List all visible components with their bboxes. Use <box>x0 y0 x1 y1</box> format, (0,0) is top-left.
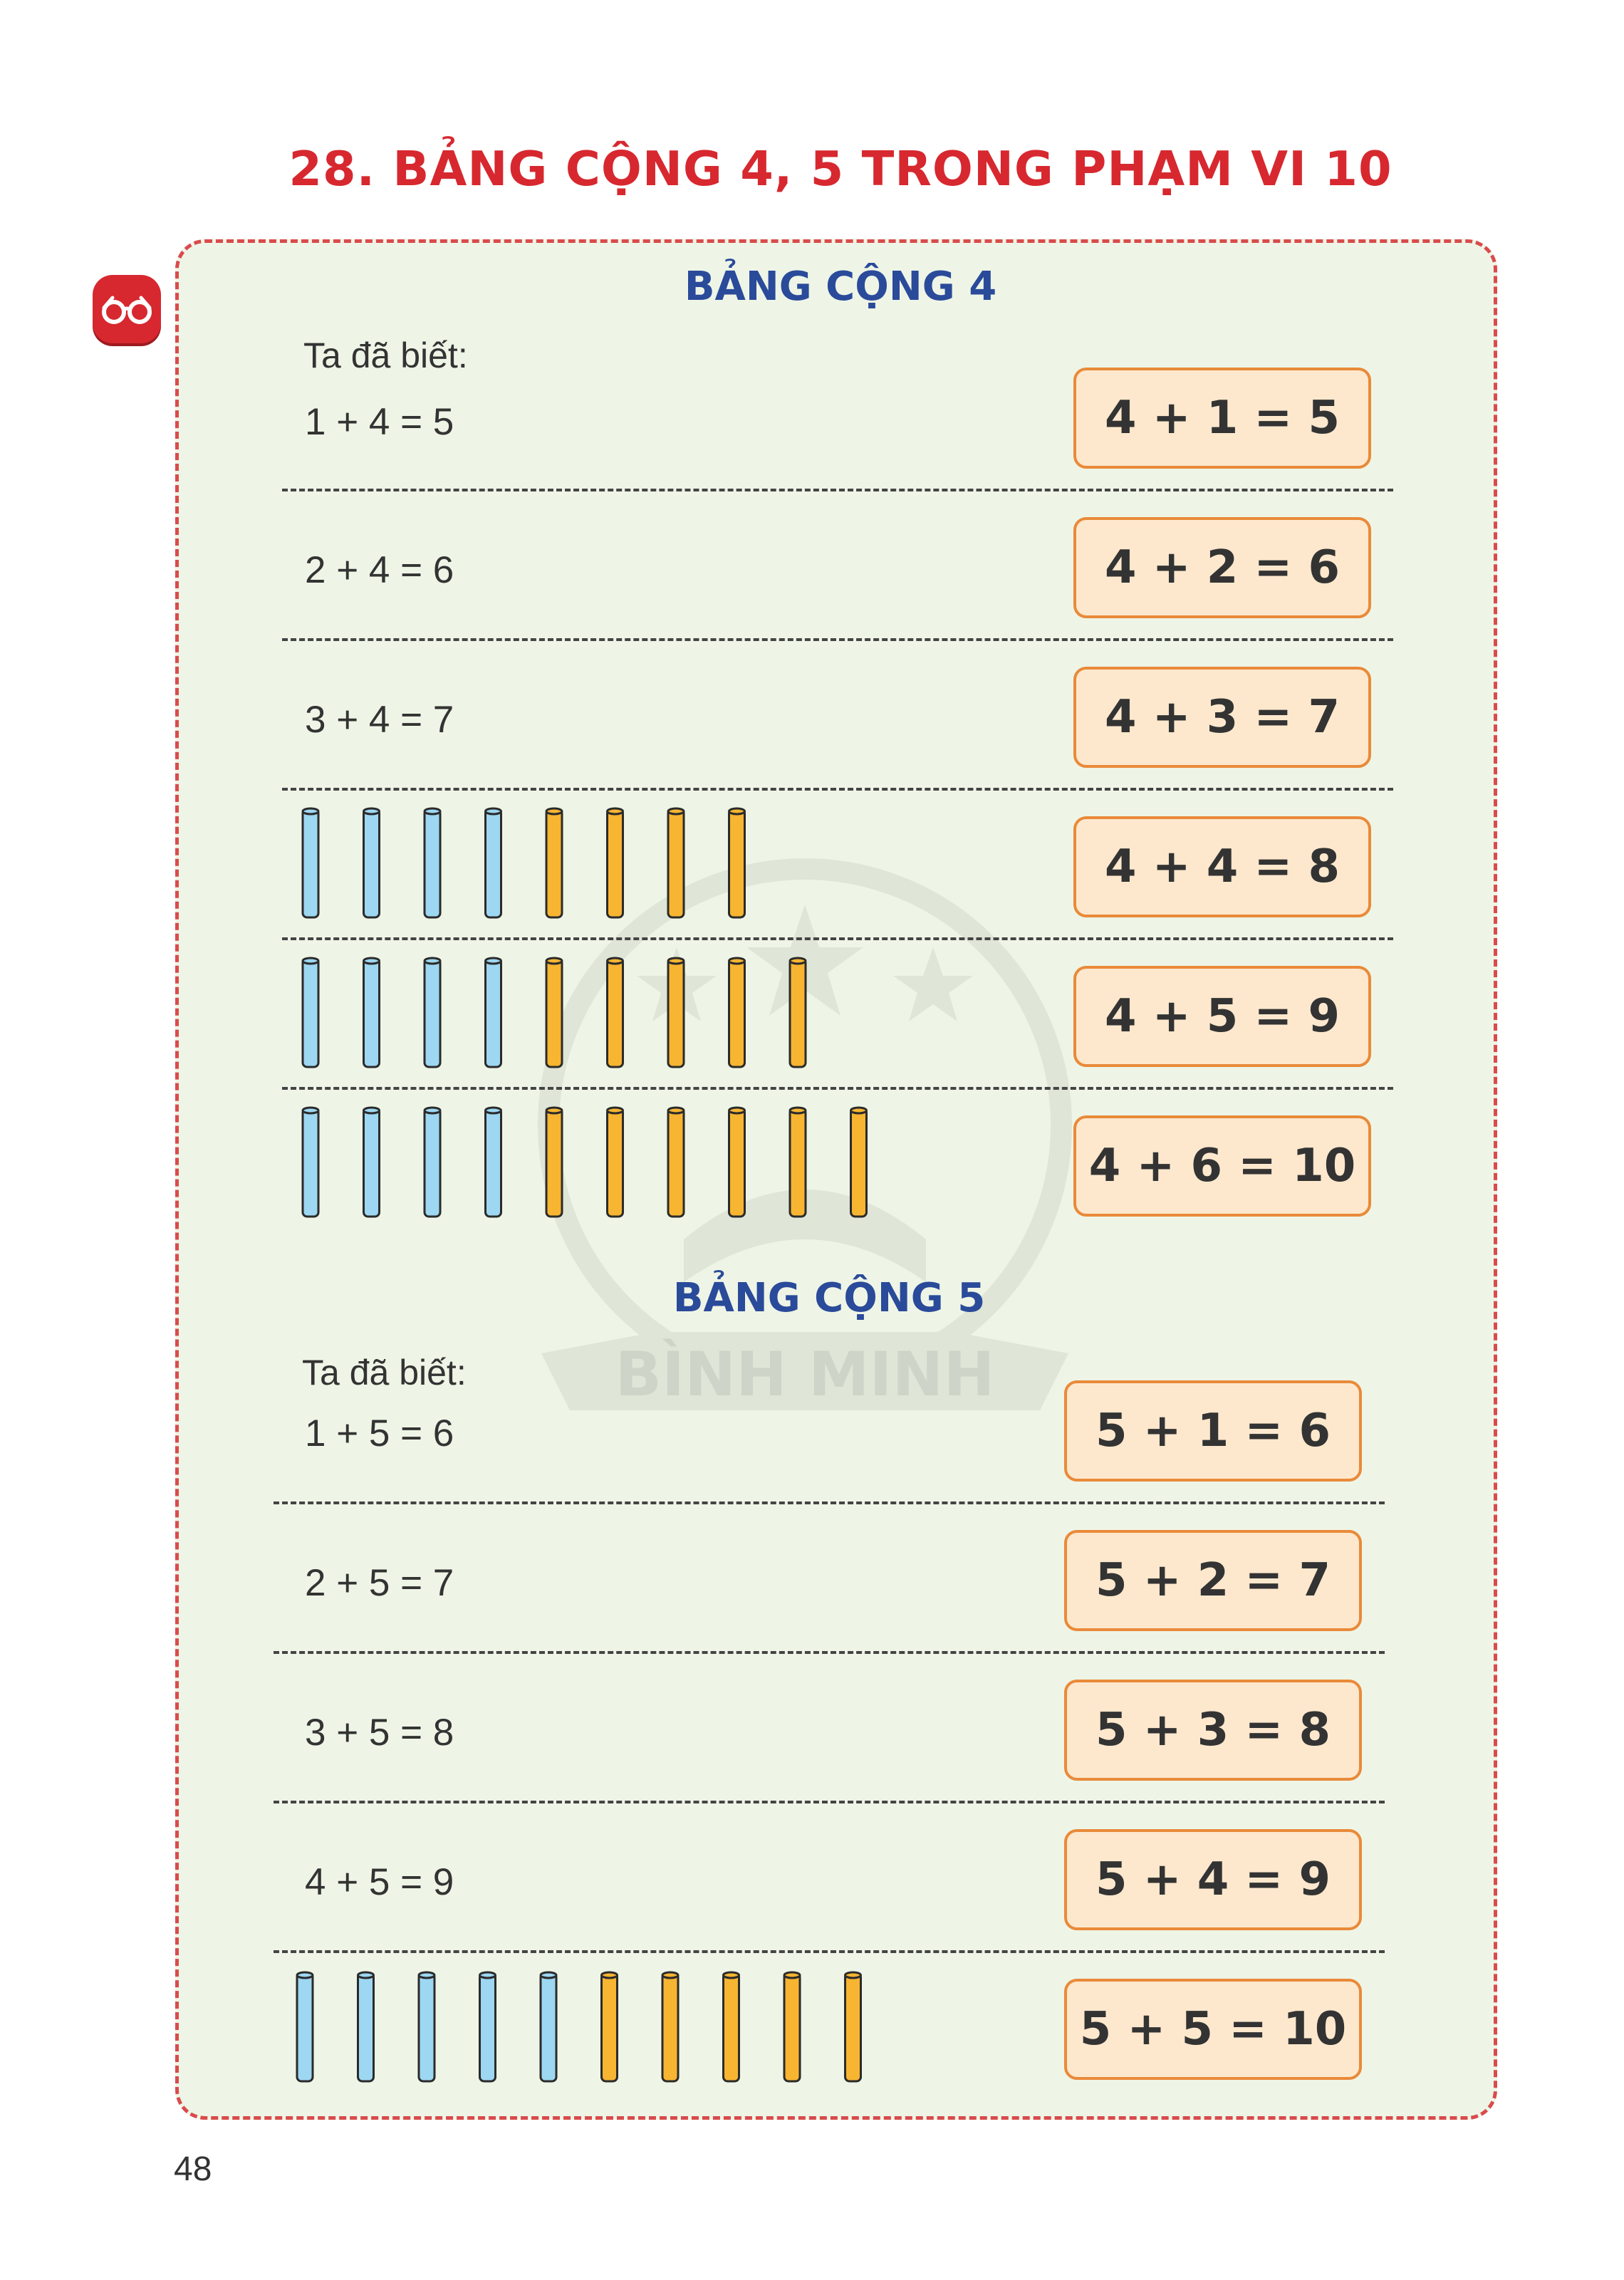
counting-stick <box>419 1972 434 2081</box>
fact-box-table5: 5 + 4 = 9 <box>1064 1829 1362 1930</box>
counting-stick <box>364 958 380 1067</box>
counting-stick <box>546 958 562 1067</box>
known-fact-table4: 3 + 4 = 7 <box>305 699 454 741</box>
fact-box-table4: 4 + 6 = 10 <box>1073 1115 1371 1217</box>
fact-box-table4: 4 + 4 = 8 <box>1073 816 1371 917</box>
counting-stick <box>790 958 806 1067</box>
counting-stick <box>486 808 501 917</box>
counting-stick <box>297 1972 313 2081</box>
known-fact-table5: 4 + 5 = 9 <box>305 1861 454 1903</box>
counting-stick <box>546 808 562 917</box>
counting-stick <box>608 808 623 917</box>
fact-box-table4: 4 + 1 = 5 <box>1073 368 1371 469</box>
known-fact-table4: 2 + 4 = 6 <box>305 549 454 591</box>
counting-stick <box>480 1972 496 2081</box>
fact-box-table4: 4 + 2 = 6 <box>1073 517 1371 618</box>
fact-box-table5: 5 + 2 = 7 <box>1064 1530 1362 1631</box>
page-title: 28. BẢNG CỘNG 4, 5 TRONG PHẠM VI 10 <box>288 141 1393 197</box>
counting-stick <box>784 1972 800 2081</box>
fact-box-table5: 5 + 3 = 8 <box>1064 1680 1362 1781</box>
fact-box-table4: 4 + 5 = 9 <box>1073 966 1371 1067</box>
known-fact-table4: 1 + 4 = 5 <box>305 401 454 443</box>
counting-stick <box>662 1972 678 2081</box>
counting-stick <box>668 808 684 917</box>
counting-stick <box>790 1108 806 1217</box>
fact-box-table5: 5 + 5 = 10 <box>1064 1979 1362 2080</box>
counting-stick <box>425 1108 440 1217</box>
counting-stick <box>486 1108 501 1217</box>
section-title-table4: BẢNG CỘNG 4 <box>684 264 997 310</box>
fact-box-table4: 4 + 3 = 7 <box>1073 667 1371 768</box>
counting-stick <box>303 1108 318 1217</box>
watermark-text: BÌNH MINH <box>615 1339 995 1410</box>
counting-stick <box>364 1108 380 1217</box>
known-fact-table5: 3 + 5 = 8 <box>305 1712 454 1754</box>
counting-stick <box>602 1972 618 2081</box>
section-title-table5: BẢNG CỘNG 5 <box>672 1275 986 1321</box>
counting-stick <box>486 958 501 1067</box>
counting-stick <box>303 808 318 917</box>
counting-stick <box>851 1108 867 1217</box>
counting-stick <box>608 958 623 1067</box>
counting-stick <box>668 1108 684 1217</box>
known-fact-table5: 2 + 5 = 7 <box>305 1562 454 1604</box>
fact-box-table5: 5 + 1 = 6 <box>1064 1380 1362 1482</box>
counting-stick <box>729 808 745 917</box>
counting-stick <box>425 958 440 1067</box>
known-fact-table5: 1 + 5 = 6 <box>305 1412 454 1454</box>
known-label-table4: Ta đã biết: <box>303 335 468 375</box>
page-number: 48 <box>174 2150 212 2188</box>
counting-stick <box>425 808 440 917</box>
counting-stick <box>546 1108 562 1217</box>
counting-stick <box>729 1108 745 1217</box>
counting-stick <box>845 1972 861 2081</box>
counting-stick <box>608 1108 623 1217</box>
counting-stick <box>729 958 745 1067</box>
counting-stick <box>303 958 318 1067</box>
known-label-table5: Ta đã biết: <box>302 1353 467 1393</box>
counting-stick <box>724 1972 739 2081</box>
counting-stick <box>541 1972 556 2081</box>
counting-stick <box>364 808 380 917</box>
counting-stick <box>358 1972 374 2081</box>
counting-stick <box>668 958 684 1067</box>
